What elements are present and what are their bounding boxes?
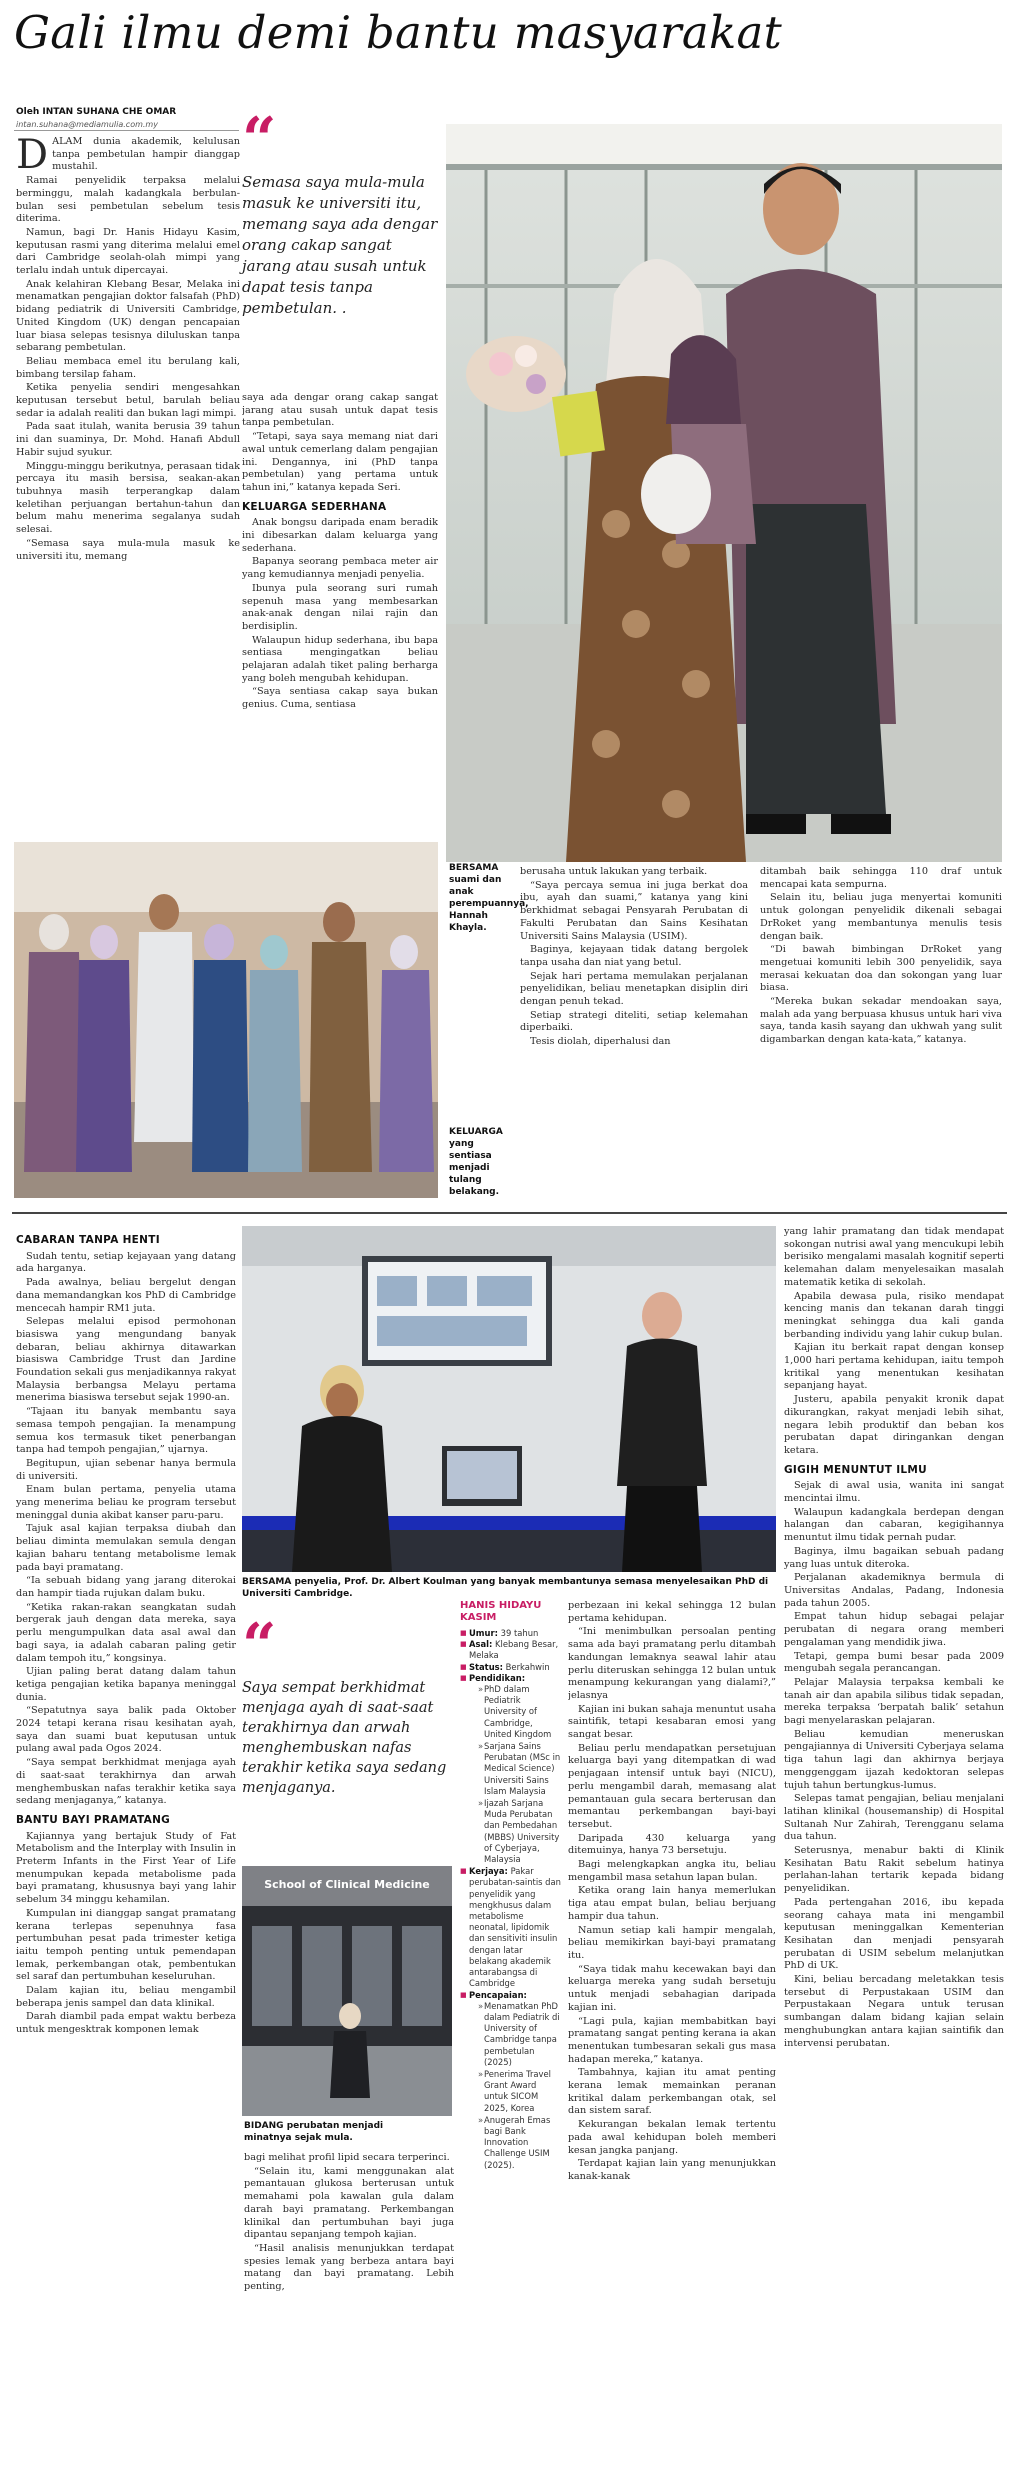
paragraph: Empat tahun hidup sebagai pelajar perubatan di negara orang memberi pengalaman yang mendidik jiwa. [784, 1611, 1004, 1648]
paragraph: “Semasa saya mula-mula masuk ke universiti itu, memang [16, 537, 240, 562]
paragraph: “Ia sebuah bidang yang jarang diterokai dan hampir tiada rujukan dalam buku. [16, 1575, 236, 1599]
paragraph: “Lagi pula, kajian membabitkan bayi pramatang sangat penting kerana ia akan menentukan tumbesaran sekali gus masa hadapan mereka,” katanya. [568, 2015, 776, 2065]
paragraph: Kumpulan ini dianggap sangat pramatang kerana terlepas sepenuhnya fasa pertumbuhan pesat pada trimester ketiga iaitu tempoh penting untuk pemendapan lemak, perkembangan otak, pembentukan sel saraf dan pertumbuhan keseluruhan. [16, 1907, 236, 1983]
paragraph: Bapanya seorang pembaca meter air yang kemudiannya menjadi penyelia. [242, 556, 438, 581]
profile-value: » Menamatkan PhD dalam Pediatrik di University of Cambridge tanpa pembetulan (2025) [478, 2001, 562, 2068]
paragraph: Minggu-minggu berikutnya, perasaan tidak percaya itu masih bersisa, seakan-akan tubuhnya masih terperangkap dalam keletihan perjuangan bertahun-tahun dan belum mahu menerima segalanya sudah selesai. [16, 460, 240, 536]
paragraph: Tajuk asal kajian terpaksa diubah dan beliau diminta memulakan semula dengan kajian baharu tentang metabolisme lemak pada bayi pramatang. [16, 1523, 236, 1573]
article-column-3 [520, 866, 748, 1196]
paragraph: Selepas tamat pengajian, beliau menjalani latihan klinikal (housemanship) di Hospital Sultanah Nur Zahirah, Terengganu selama dua tahun. [784, 1793, 1004, 1843]
profile-value: 39 tahun [500, 1628, 539, 1638]
paragraph: Enam bulan pertama, penyelia utama yang menerima beliau ke program tersebut meninggal dunia akibat kanser paru-paru. [16, 1484, 236, 1521]
paragraph: Dalam kajian itu, beliau mengambil beberapa jenis sampel dan data klinikal. [16, 1985, 236, 2009]
profile-label: Pendidikan: [469, 1672, 526, 1683]
profile-box [460, 1600, 562, 2400]
paragraph: Perjalanan akademiknya bermula di Universitas Andalas, Padang, Indonesia pada tahun 2005. [784, 1572, 1004, 1609]
paragraph: Pada pertengahan 2016, ibu kepada seorang cahaya mata ini mengambil keputusan meninggalkan Kementerian Kesihatan dan menjadi pensyarah perubatan di USIM sebelum melanjutkan PhD di UK. [784, 1896, 1004, 1972]
paragraph: Sejak di awal usia, wanita ini sangat mencintai ilmu. [784, 1480, 1004, 1505]
school-photo [242, 1866, 452, 2116]
profile-value: Klebang Besar, Melaka [469, 1639, 559, 1661]
caption-text: BERSAMA penyelia, Prof. Dr. Albert Koulman yang banyak membantunya semasa menyelesaikan PhD di Universiti Cambridge. [242, 1577, 769, 1599]
paragraph: “Saya sempat berkhidmat menjaga ayah di saat-saat terakhirnya dan arwah menghembuskan nafas terakhir ketika saya sedang menjaganya,” katanya. [16, 1757, 236, 1807]
paragraph: Apabila dewasa pula, risiko mendapat kencing manis dan tekanan darah tinggi meningkat sehingga dua kali ganda berbanding individu yang lahir cukup bulan. [784, 1290, 1004, 1340]
caption-label: KELUARGA [449, 1127, 503, 1137]
paragraph: Namun setiap kali hampir mengalah, beliau memikirkan bayi-bayi pramatang itu. [568, 1924, 776, 1961]
paragraph: Setiap strategi diteliti, setiap kelemahan diperbaiki. [520, 1009, 748, 1034]
paragraph: Sudah tentu, setiap kejayaan yang datang ada harganya. [16, 1250, 236, 1275]
profile-label: Asal: [469, 1639, 493, 1650]
caption-text: yang sentiasa menjadi tulang belakang. [449, 1139, 500, 1197]
paragraph: Tambahnya, kajian itu amat penting kerana lemak memainkan peranan kritikal dalam perkembangan otak, sel dan sistem saraf. [568, 2067, 776, 2117]
paragraph: Beliau perlu mendapatkan persetujuan keluarga bayi yang ditempatkan di wad penjagaan intensif untuk bayi (NICU), perlu mengambil darah, memasang alat pemantauan gula secara berterusan dan memantau perkembangan bayi-bayi tersebut. [568, 1742, 776, 1830]
paragraph: Anak bongsu daripada enam beradik ini dibesarkan dalam keluarga yang sederhana. [242, 517, 438, 554]
article-column-b4 [784, 1226, 1004, 2468]
profile-label: Kerjaya: [469, 1866, 508, 1877]
profile-value: » Ijazah Sarjana Muda Perubatan dan Pembedahan (MBBS) University of Cyberjaya, Malaysia [478, 1798, 562, 1865]
paragraph: Tetapi, gempa bumi besar pada 2009 mengubah segala perancangan. [784, 1650, 1004, 1675]
paragraph: “Selain itu, kami menggunakan alat pemantauan glukosa berterusan untuk memahami pola kawalan gula dalam darah bayi pramatang. Perkembangan klinikal dan pertumbuhan bayi juga dipantau sepanjang tempoh kajian. [244, 2165, 454, 2241]
caption-text: BIDANG perubatan menjadi minatnya sejak mula. [244, 2121, 384, 2143]
paragraph: perbezaan ini kekal sehingga 12 bulan pertama kehidupan. [568, 1600, 776, 1624]
group-photo [14, 842, 438, 1198]
caption-text: suami dan anak perempuannya, Hannah Khayla. [449, 875, 529, 933]
paragraph: Ketika penyelia sendiri mengesahkan keputusan tersebut betul, barulah beliau sedar ia adalah realiti dan bukan lagi mimpi. [16, 382, 240, 419]
paragraph: Ujian paling berat datang dalam tahun ketiga pengajian ketika bapanya meninggal dunia. [16, 1666, 236, 1703]
paragraph: Tesis diolah, diperhalusi dan [530, 1036, 671, 1048]
group-caption [449, 1126, 513, 1198]
paragraph: “Mereka bukan sekadar mendoakan saya, malah ada yang berpuasa khusus untuk hari viva saya, tanda kasih sayang dan ukhwah yang sulit digambarkan dengan kata-kata,” katanya. [760, 996, 1002, 1046]
page-divider [12, 1212, 1007, 1214]
profile-value: Berkahwin [505, 1661, 550, 1672]
paragraph: Baginya, kejayaan tidak datang bergolek tanpa usaha dan niat yang betul. [520, 944, 748, 968]
school-sign: School of Clinical Medicine [264, 1878, 430, 1891]
caption-label: BERSAMA [449, 863, 499, 873]
paragraph: Seterusnya, menabur bakti di Klinik Kesihatan Batu Rakit sebelum hatinya perlahan-lahan tertarik kepada bidang penyelidikan. [784, 1845, 1004, 1895]
paragraph: “Saya percaya semua ini juga berkat doa ibu, ayah dan suami,” katanya yang kini berkhidmat sebagai Pensyarah Perubatan di Fakulti Perubatan dan Sains Kesihatan Universiti Sains Malaysia (USIM). [520, 879, 748, 942]
drop-cap: D [16, 136, 49, 178]
lab-photo [242, 1226, 776, 1572]
paragraph: “Ini menimbulkan persoalan penting sama ada bayi pramatang perlu ditambah kandungan lemaknya seawal lahir atau perlu diteruskan sehingga 12 bulan untuk menampung kekurangan yang dialami?,” jelasnya [568, 1626, 776, 1701]
profile-label: Status: [469, 1661, 503, 1672]
pull-quote-2: Saya sempat berkhidmat menjaga ayah di saat-saat terakhirnya dan arwah menghembuskan nafas terakhir ketika saya sedang menjaganya. [242, 1680, 447, 1796]
quote-mark-icon: “ [242, 105, 273, 175]
profile-value: » PhD dalam Pediatrik University of Cambridge, United Kingdom [478, 1684, 562, 1740]
paragraph: Bagi melengkapkan angka itu, beliau mengambil masa setahun lapan bulan. [568, 1859, 776, 1883]
paragraph: Walaupun hidup sederhana, ibu bapa sentiasa mengingatkan beliau pelajaran adalah tiket paling berharga yang boleh mengubah kehidupan. [242, 634, 438, 684]
paragraph: bagi melihat profil lipid secara terperinci. [244, 2152, 450, 2163]
article-column-b1 [16, 1228, 236, 2468]
paragraph: Baginya, ilmu bagaikan sebuah padang yang luas untuk diteroka. [784, 1545, 1004, 1570]
byline: Oleh INTAN SUHANA CHE OMAR [16, 107, 177, 117]
paragraph: Ramai penyelidik terpaksa melalui berminggu, malah kadangkala berbulan-bulan sesi pembetulan sebelum tesis diterima. [16, 175, 240, 225]
paragraph: “Di bawah bimbingan DrRoket yang mengetuai komuniti lebih 300 penyelidik, saya merasai kekuatan doa dan sokongan yang luar biasa. [760, 944, 1002, 994]
article-column-4 [760, 866, 1002, 1196]
profile-name: HANIS HIDAYU KASIM [460, 1600, 542, 1623]
article-column-1 [16, 136, 240, 844]
paragraph: Beliau kemudian meneruskan pengajiannya di Universiti Cyberjaya selama tiga tahun lagi dan akhirnya berjaya menggenggam ijazah kedoktoran selepas tujuh tahun bertungkus-lumus. [784, 1728, 1004, 1791]
paragraph: “Tetapi, saya saya memang niat dari awal untuk cemerlang dalam pengajian ini. Dengannya, ini (PhD tanpa pembetulan) yang pertama untuk tahun ini,” katanya kepada Seri. [242, 431, 438, 493]
paragraph: Darah diambil pada empat waktu berbeza untuk mengesktrak komponen lemak [16, 2011, 236, 2036]
paragraph: Walaupun kadangkala berdepan dengan halangan dan cabaran, kegigihannya menuntut ilmu tidak pernah pudar. [784, 1506, 1004, 1544]
paragraph: Kini, beliau bercadang meletakkan tesis tersebut di Perpustakaan USIM dan Perpustakaan Negara untuk terusan sumbangan dalam bidang kajian selain menghubungkan antara kajian saintifik dan intervensi perubatan. [784, 1974, 1004, 2049]
profile-value: » Sarjana Sains Perubatan (MSc in Medical Science) Universiti Sains Islam Malaysia [478, 1741, 562, 1797]
profile-label: Pencapaian: [469, 1989, 527, 2000]
paragraph: Terdapat kajian lain yang menunjukkan kanak-kanak [568, 2158, 776, 2182]
paragraph: Kajian ini bukan sahaja menuntut usaha saintifik, tetapi kesabaran emosi yang sangat besar. [568, 1703, 776, 1741]
paragraph: Namun, bagi Dr. Hanis Hidayu Kasim, keputusan rasmi yang diterima melalui emel dari Cambridge seolah-olah mimpi yang terlalu indah untuk dipercayai. [16, 226, 240, 277]
paragraph: Kajiannya yang bertajuk Study of Fat Metabolism and the Interplay with Insulin in Preterm Infants in the First Year of Life menumpukan kepada metabolisme pada bayi pramatang, khususnya bayi yang lahir sebelum 34 minggu kehamilan. [16, 1830, 236, 1906]
lab-caption [242, 1576, 776, 1600]
school-caption [244, 2120, 404, 2144]
profile-value: » Penerima Travel Grant Award untuk SICOM 2025, Korea [478, 2069, 562, 2114]
paragraph: Kekurangan bekalan lemak tertentu pada awal kehidupan boleh memberi kesan jangka panjang. [568, 2119, 776, 2156]
paragraph: Ketika orang lain hanya memerlukan tiga atau empat bulan, beliau berjuang hampir dua tahun. [568, 1885, 776, 1922]
paragraph: Pada awalnya, beliau bergelut dengan dana memandangkan kos PhD di Cambridge mencecah hampir RM1 juta. [16, 1277, 236, 1314]
profile-label: Umur: [469, 1628, 498, 1638]
pull-quote-1: Semasa saya mula-mula masuk ke universiti itu, memang saya ada dengar orang cakap sangat jarang atau susah untuk dapat tesis tanpa pembetulan. . [242, 173, 438, 317]
paragraph: “Saya tidak mahu kecewakan bayi dan keluarga mereka yang sudah bersetuju untuk menjadi sebahagian daripada kajian ini. [568, 1963, 776, 2013]
paragraph: “Saya sentiasa cakap saya bukan genius. Cuma, sentiasa [242, 686, 438, 711]
author-email[interactable]: intan.suhana@mediamulia.com.my [16, 120, 158, 129]
section-heading: GIGIH MENUNTUT ILMU [784, 1463, 927, 1476]
family-photo [446, 124, 1002, 862]
paragraph: Daripada 430 keluarga yang ditemuinya, hanya 73 bersetuju. [568, 1832, 776, 1857]
paragraph: ditambah baik sehingga 110 draf untuk mencapai kata sempurna. [760, 866, 1002, 890]
paragraph: “Ketika rakan-rakan seangkatan sudah bergerak jauh dengan data mereka, saya perlu mengumpulkan data asal awal dan bagi saya, ia adalah cabaran paling getir dalam tempoh itu,” kongsinya. [16, 1601, 236, 1664]
quote-mark-icon: “ [242, 1611, 273, 1681]
paragraph: Ibunya pula seorang suri rumah sepenuh masa yang membesarkan anak-anak dengan nilai rajin dan berdisiplin. [242, 582, 438, 632]
paragraph: Beliau membaca emel itu berulang kali, bimbang tersilap faham. [16, 355, 240, 380]
paragraph: yang lahir pramatang dan tidak mendapat sokongan nutrisi awal yang mencukupi lebih berisiko mengalami masalah kognitif seperti kelemahan dalam menyelesaikan masalah matematik ketika di sekolah. [784, 1226, 1004, 1288]
paragraph: ALAM dunia akademik, kelulusan tanpa pembetulan hampir dianggap mustahil. [52, 136, 240, 173]
article-column-2 [242, 392, 438, 844]
article-column-b2 [244, 2152, 454, 2468]
section-heading: BANTU BAYI PRAMATANG [16, 1813, 171, 1826]
section-heading: CABARAN TANPA HENTI [16, 1234, 160, 1246]
profile-value: Pakar perubatan-saintis dan penyelidik yang mengkhusus dalam metabolisme neonatal, lipidomik dan sensitiviti insulin dengan latar belakang akademik antarabangsa di Cambridge [469, 1866, 561, 1989]
article-column-b3 [568, 1600, 776, 2468]
paragraph: Sejak hari pertama memulakan perjalanan penyelidikan, beliau menetapkan disiplin diri dengan penuh tekad. [520, 970, 748, 1008]
paragraph: Begitupun, ujian sebenar hanya bermula di universiti. [16, 1457, 236, 1482]
profile-value: » Anugerah Emas bagi Bank Innovation Challenge USIM (2025). [478, 2115, 562, 2171]
family-caption [449, 862, 529, 934]
paragraph: Pelajar Malaysia terpaksa kembali ke tanah air dan apabila silibus tidak sepadan, mereka terpaksa ‘berpatah balik’ setahun bagi menyelaraskan pelajaran. [784, 1676, 1004, 1727]
paragraph: Justeru, apabila penyakit kronik dapat dikurangkan, rakyat menjadi lebih sihat, negara lebih produktif dan beban kos perubatan dapat diringankan dengan ketara. [784, 1394, 1004, 1456]
paragraph: Selain itu, beliau juga menyertai komuniti untuk golongan penyelidik dikenali sebagai DrRoket yang membantunya menulis tesis dengan baik. [760, 892, 1002, 942]
paragraph: saya ada dengar orang cakap sangat jarang atau susah untuk dapat tesis tanpa pembetulan. [242, 392, 438, 429]
paragraph: Kajian itu berkait rapat dengan konsep 1,000 hari pertama kehidupan, iaitu tempoh kritikal yang menentukan kesihatan sepanjang hayat. [784, 1342, 1004, 1392]
paragraph: Pada saat itulah, wanita berusia 39 tahun ini dan suaminya, Dr. Mohd. Hanafi Abdull Habir sujud syukur. [16, 421, 240, 458]
paragraph: “Sepatutnya saya balik pada Oktober 2024 tetapi kerana risau kesihatan ayah, saya dan suami buat keputusan untuk pulang awal pada Ogos 2024. [16, 1705, 236, 1755]
paragraph: “Hasil analisis menunjukkan terdapat spesies lemak yang berbeza antara bayi matang dan bayi pramatang. Lebih penting, [244, 2242, 454, 2293]
paragraph: berusaha untuk lakukan yang terbaik. [520, 866, 708, 877]
paragraph: Selepas melalui episod permohonan biasiswa yang mengundang banyak debaran, beliau akhirnya ditawarkan biasiswa Cambridge Trust dan Jardine Foundation sekali gus menjadikannya rakyat Malaysia berbangsa Melayu pertama menerima biasiswa tersebut sejak 1990-an. [16, 1316, 236, 1404]
paragraph: Anak kelahiran Klebang Besar, Melaka ini menamatkan pengajian doktor falsafah (PhD) bidang pediatrik di Universiti Cambridge, United Kingdom (UK) dengan pencapaian luar biasa selepas tesisnya diluluskan tanpa sebarang pembetulan. [16, 278, 240, 354]
section-heading: KELUARGA SEDERHANA [242, 500, 387, 513]
headline: Gali ilmu demi bantu masyarakat [14, 6, 783, 59]
paragraph: “Tajaan itu banyak membantu saya semasa tempoh pengajian. Ia menampung semua kos termasuk tiket penerbangan tanpa had tempoh pengajian,” ujarnya. [16, 1406, 236, 1456]
